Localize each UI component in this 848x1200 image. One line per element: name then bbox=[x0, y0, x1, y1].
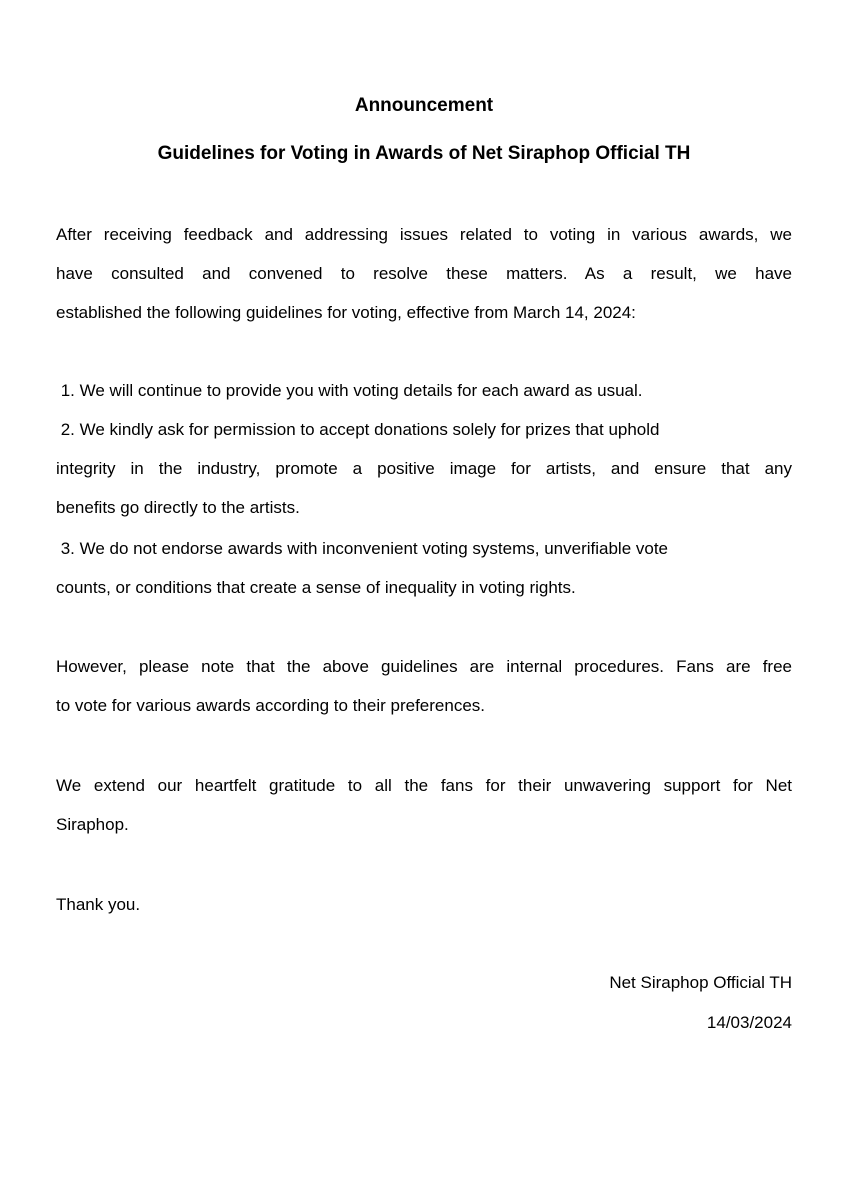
guideline-item-2-line: integrity in the industry, promote a positive image for artists, and ensure that any bbox=[56, 459, 792, 478]
signature: Net Siraphop Official TH bbox=[609, 973, 792, 992]
closing-text: Thank you. bbox=[56, 895, 141, 914]
note-line: to vote for various awards according to their preferences. bbox=[56, 696, 485, 715]
gratitude-line: We extend our heartfelt gratitude to all the fans for their unwavering support for Net bbox=[56, 776, 792, 795]
guideline-item-3-line: counts, or conditions that create a sense of inequality in voting rights. bbox=[56, 578, 576, 597]
guideline-item-1: 1. We will continue to provide you with voting details for each award as usual. bbox=[56, 381, 643, 400]
guideline-item-3: 3. We do not endorse awards with inconvenient voting systems, unverifiable vote bbox=[56, 539, 669, 558]
intro-line: After receiving feedback and addressing issues related to voting in various awards, we bbox=[56, 225, 792, 244]
intro-line: have consulted and convened to resolve these matters. As a result, we have bbox=[56, 264, 792, 283]
gratitude-line: Siraphop. bbox=[56, 815, 129, 834]
date: 14/03/2024 bbox=[706, 1013, 792, 1032]
note-line: However, please note that the above guidelines are internal procedures. Fans are free bbox=[56, 657, 792, 676]
document-subtitle: Guidelines for Voting in Awards of Net Siraphop Official TH bbox=[157, 143, 691, 164]
intro-line: established the following guidelines for voting, effective from March 14, 2024: bbox=[56, 303, 636, 322]
guideline-item-2: 2. We kindly ask for permission to accept donations solely for prizes that uphold bbox=[56, 420, 660, 439]
document-title: Announcement bbox=[354, 95, 494, 116]
guideline-item-2-line: benefits go directly to the artists. bbox=[56, 498, 300, 517]
